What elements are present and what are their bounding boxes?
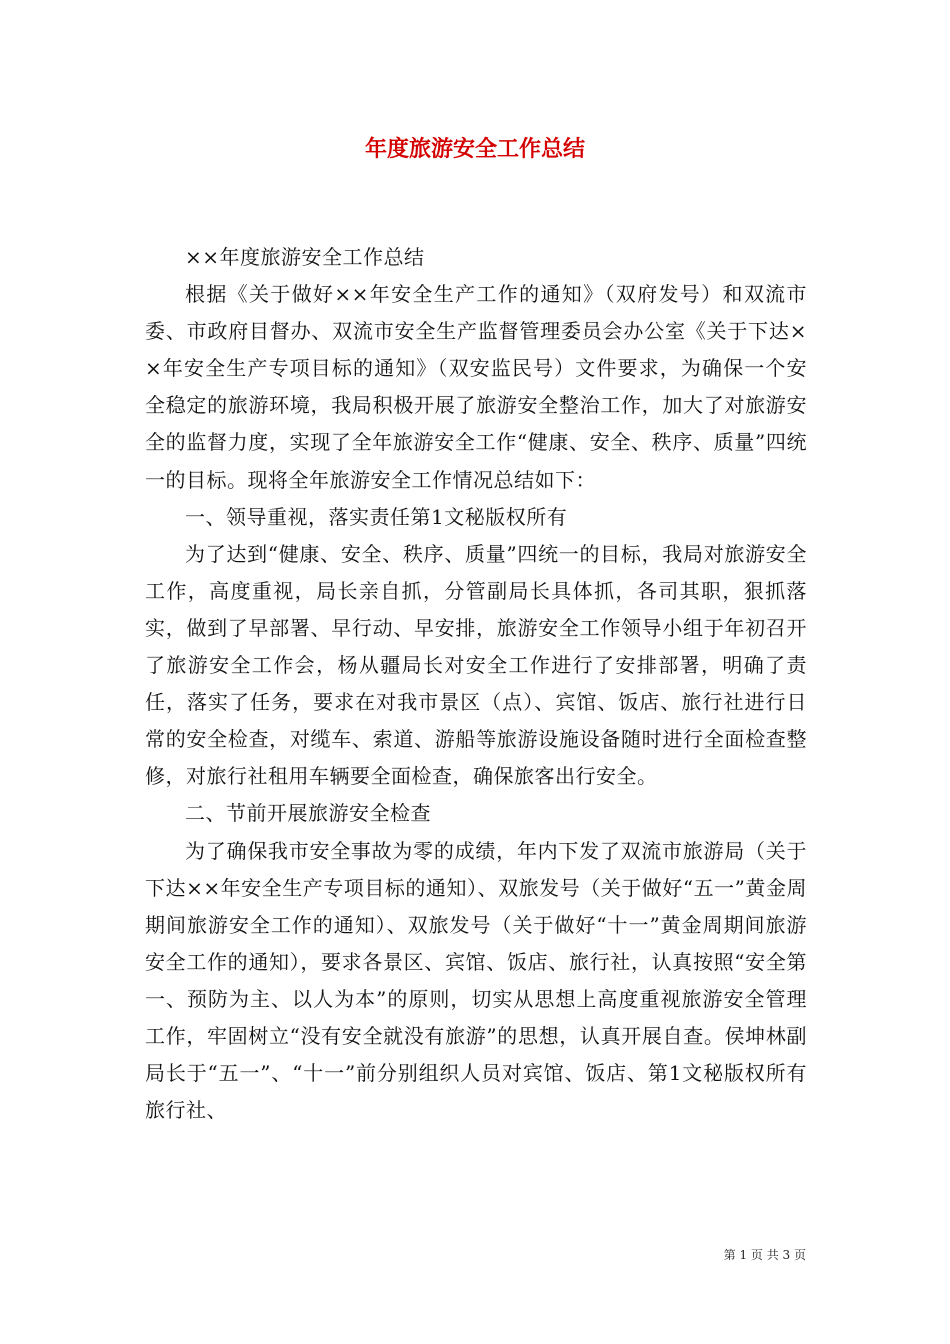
document-body — [145, 239, 807, 1129]
section-heading-1: 一、领导重视，落实责任第1文秘版权所有 — [185, 504, 568, 529]
section-heading-2: 二、节前开展旅游安全检查 — [185, 801, 431, 826]
subtitle-paragraph: ××年度旅游安全工作总结 — [185, 245, 425, 269]
document-title: 年度旅游安全工作总结 — [364, 137, 585, 162]
section-2-paragraph: 为了确保我市安全事故为零的成绩，年内下发了双流市旅游局（关于下达××年安全生产专项目标的通知）、双旅发号（关于做好“五一”黄金周期间旅游安全工作的通知）、双旅发号（关于做好“十一”黄金周期间旅游安全工作的通知），要求各景区、宾馆、饭店、旅行社，认真按照“安全第一、预防为主、以人为本”的原则，切实从思想上高度重视旅游安全管理工作，牢固树立“没有安全就没有旅游”的思想，认真开展自查。侯坤林副局长于“五一”、“十一”前分别组织人员对宾馆、饭店、第1文秘版权所有旅行社、 — [145, 838, 807, 1123]
section-1-paragraph: 为了达到“健康、安全、秩序、质量”四统一的目标，我局对旅游安全工作，高度重视，局长亲自抓，分管副局长具体抓，各司其职，狠抓落实，做到了早部署、早行动、早安排，旅游安全工作领导小组于年初召开了旅游安全工作会，杨从疆局长对安全工作进行了安排部署，明确了责任，落实了任务，要求在对我市景区（点）、宾馆、饭店、旅行社进行日常的安全检查，对缆车、索道、游船等旅游设施设备随时进行全面检查整修，对旅行社租用车辆要全面检查，确保旅客出行安全。 — [145, 541, 807, 789]
intro-paragraph: 根据《关于做好××年安全生产工作的通知》（双府发号）和双流市委、市政府目督办、双流市安全生产监督管理委员会办公室《关于下达××年安全生产专项目标的通知》（双安监民号）文件要求，为确保一个安全稳定的旅游环境，我局积极开展了旅游安全整治工作，加大了对旅游安全的监督力度，实现了全年旅游安全工作“健康、安全、秩序、质量”四统一的目标。现将全年旅游安全工作情况总结如下： — [145, 282, 807, 492]
page-number-footer: 第 1 页 共 3 页 — [723, 1248, 806, 1262]
